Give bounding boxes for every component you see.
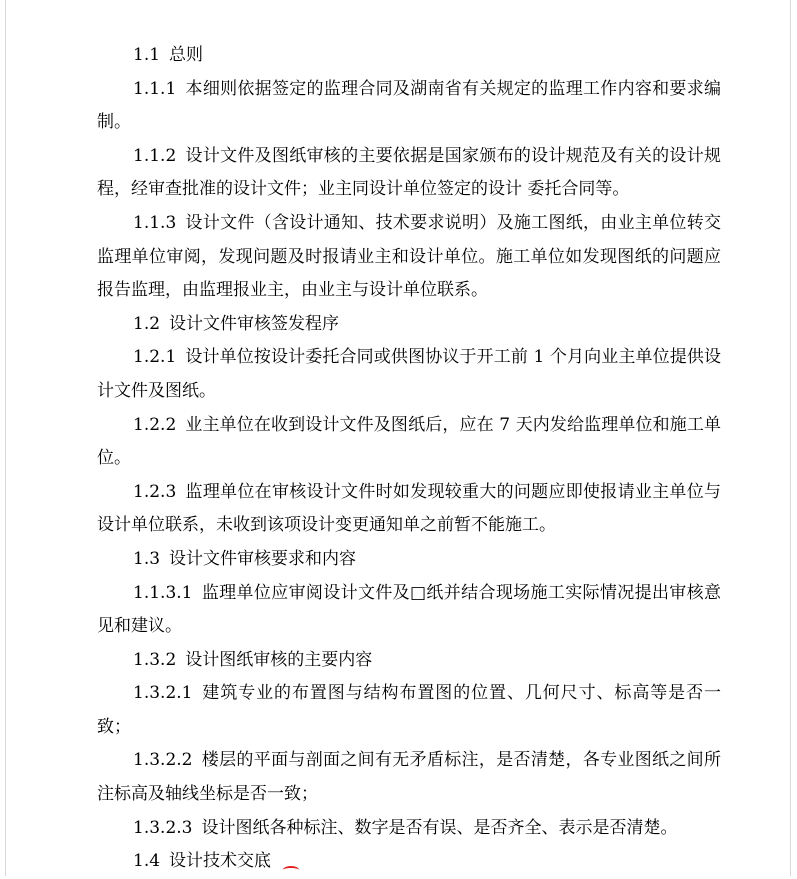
section-heading: 1.2 设计文件审核签发程序 (133, 313, 340, 334)
paragraph: 1.2.1 设计单位按设计委托合同或供图协议于开工前 1 个月向业主单位提供设计文件及图纸。 (97, 347, 721, 401)
section-heading: 1.4 设计技术交底 (133, 851, 272, 872)
section-heading: 1.3.2 设计图纸审核的主要内容 (133, 649, 373, 670)
section-heading: 1.3 设计文件审核要求和内容 (133, 548, 357, 569)
paragraph: 1.1.2 设计文件及图纸审核的主要依据是国家颁布的设计规范及有关的设计规程，经审查批准的设计文件；业主同设计单位签定的设计 委托合同等。 (97, 145, 721, 200)
paragraph: 1.2.2 业主单位在收到设计文件及图纸后，应在 7 天内发给监理单位和施工单位。 (97, 414, 721, 469)
paragraph: 1.1.1 本细则依据签定的监理合同及湖南省有关规定的监理工作内容和要求编制。 (97, 78, 721, 133)
red-annotation-mark (283, 866, 299, 874)
page-left-border (5, 0, 6, 876)
paragraph: 1.1.3 设计文件（含设计通知、技术要求说明）及施工图纸，由业主单位转交监理单位审阅，发现问题及时报请业主和设计单位。施工单位如发现图纸的问题应报告监理，由监理报业主，由业主与设计单位联系。 (97, 212, 721, 301)
page-right-border (790, 0, 791, 876)
section-heading: 1.1 总则 (133, 45, 204, 65)
paragraph: 1.3.2.3 设计图纸各种标注、数字是否有误、是否齐全、表示是否清楚。 (133, 817, 678, 838)
paragraph: 1.1.3.1 监理单位应审阅设计文件及□纸并结合现场施工实际情况提出审核意见和建议。 (97, 582, 721, 637)
document-body (97, 39, 721, 879)
paragraph: 1.3.2.2 楼层的平面与剖面之间有无矛盾标注，是否清楚，各专业图纸之间所注标高及轴线坐标是否一致； (97, 750, 721, 805)
paragraph: 1.3.2.1 建筑专业的布置图与结构布置图的位置、几何尺寸、标高等是否一致； (97, 683, 721, 737)
paragraph: 1.2.3 监理单位在审核设计文件时如发现较重大的问题应即使报请业主单位与设计单位联系，未收到该项设计变更通知单之前暂不能施工。 (97, 481, 721, 536)
